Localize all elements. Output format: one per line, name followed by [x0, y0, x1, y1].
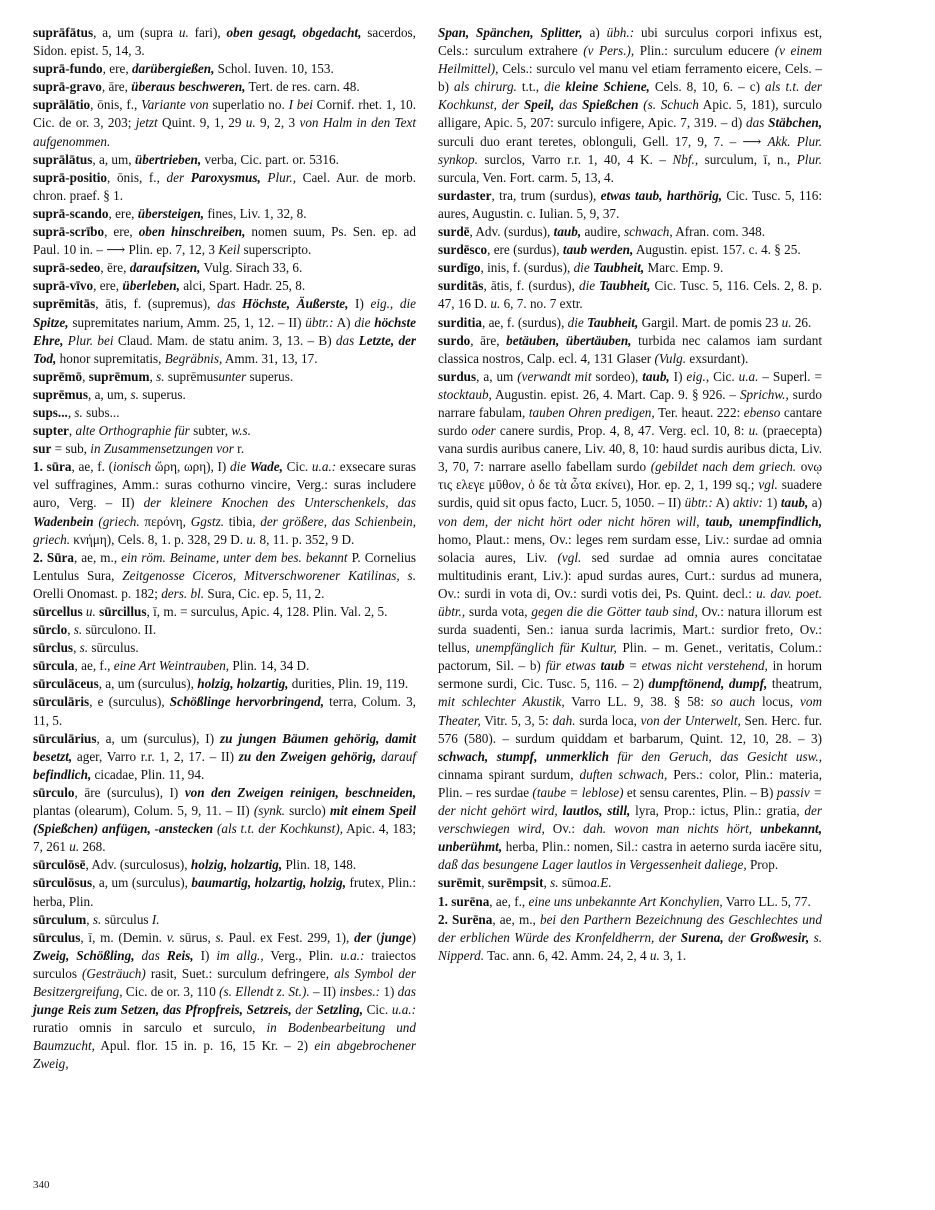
dictionary-entry: suprā-fundo, ere, darübergießen, Schol. Iuven. 10, 153.	[33, 61, 334, 77]
dictionary-entry: suprēmitās, ātis, f. (supremus), das Höchste, Äußerste, I) eig., die Spitze, supremitates narium, Amm. 25, 1, 12. – II) übtr.: A) die höchste Ehre, Plur. bei Claud. Mam. de statu anim. 3, 13. – B) das Letzte, der Tod, honor supremitatis, Begräbnis, Amm. 31, 13, 17.	[33, 296, 417, 366]
dictionary-entry: sur = sub, in Zusammensetzungen vor r.	[33, 441, 245, 457]
dictionary-entry: suprā-positio, ōnis, f., der Paroxysmus, Plur., Cael. Aur. de morb. chron. praef. § 1.	[33, 169, 416, 203]
dictionary-entry: sūrcellus u. sūrcillus, ī, m. = surculus, Apic. 4, 128. Plin. Val. 2, 5.	[33, 604, 388, 619]
dictionary-entry: sūrclo, s. sūrculono. II.	[33, 622, 157, 638]
dictionary-entry: sups..., s. subs...	[33, 404, 120, 420]
dictionary-entry: surdē, Adv. (surdus), taub, audire, schwach, Afran. com. 348.	[438, 224, 765, 240]
page-number: 340	[33, 1179, 50, 1191]
dictionary-entry: surditās, ātis, f. (surdus), die Taubheit, Cic. Tusc. 5, 116. Cels. 2, 8. p. 47, 16 D. u. 6, 7. no. 7 extr.	[438, 278, 822, 312]
dictionary-entry: suprā-scrībo, ere, oben hinschreiben, nomen suum, Ps. Sen. ep. ad Paul. 10 in. – ⟶ Plin. ep. 7, 12, 3 Keil superscripto.	[33, 224, 416, 258]
dictionary-entry: suprā-gravo, āre, überaus beschweren, Tert. de res. carn. 48.	[33, 79, 360, 95]
dictionary-entry: surdaster, tra, trum (surdus), etwas taub, harthörig, Cic. Tusc. 5, 116: aures, Augustin. c. Iulian. 5, 9, 37.	[438, 187, 822, 221]
dictionary-entry: 2. Sūra, ae, m., ein röm. Beiname, unter dem bes. bekannt P. Cornelius Lentulus Sura, Zeitgenosse Ciceros, Mitverschworener Katilinas, s. Orelli Onomast. p. 182; ders. bl. Sura, Cic. ep. 5, 11, 2.	[33, 549, 417, 601]
dictionary-entry: suprēmō, suprēmum, s. suprēmusunter superus.	[33, 368, 294, 384]
right-column	[438, 24, 822, 965]
dictionary-entry: suprā-scando, ere, übersteigen, fines, Liv. 1, 32, 8.	[33, 205, 307, 221]
left-column	[33, 24, 416, 1073]
dictionary-entry: 1. sūra, ae, f. (ionisch ὤρη, ωρη), I) die Wade, Cic. u.a.: exsecare suras vel suffragines, Amm.: suras cothurno vincire, Verg.: suras includere auro, Verg. – II) der kleinere Knochen des Unterschenkels, das Wadenbein (griech. περόνη, Ggstz. tibia, der größere, das Schienbein, griech. κνήμη), Cels. 8, 1. p. 328, 29 D. u. 8, 11. p. 352, 9 D.	[33, 459, 416, 547]
dictionary-entry: suprā-vīvo, ere, überleben, alci, Spart. Hadr. 25, 8.	[33, 278, 306, 294]
dictionary-entry: sūrcula, ae, f., eine Art Weintrauben, Plin. 14, 34 D.	[33, 658, 310, 674]
dictionary-entry: sūrculārius, a, um (surculus), I) zu jungen Bäumen gehörig, damit besetzt, ager, Varro r.r. 1, 2, 17. – II) zu den Zweigen gehörig, darauf befindlich, cicadae, Plin. 11, 94.	[33, 730, 416, 782]
dictionary-entry: sūrculāris, e (surculus), Schößlinge hervorbringend, terra, Colum. 3, 11, 5.	[33, 694, 416, 728]
dictionary-entry: sūrculōsus, a, um (surculus), baumartig, holzartig, holzig, frutex, Plin.: herba, Plin.	[33, 875, 416, 909]
dictionary-entry: surdus, a, um (verwandt mit sordeo), taub, I) eig., Cic. u.a. – Superl. = stocktaub, Augustin. epist. 26, 4. Mart. Cap. 9. § 926. – Sprichw., surdo narrare fabulam, tauben Ohren predigen, Ter. heaut. 222: ebenso cantare surdo oder canere surdis, Prop. 4, 8, 47. Verg. ecl. 10, 8: u. (praecepta) vana surdis auribus canere, Liv. 40, 8, 10: haud surdis auribus dicta, Liv. 3, 70, 7: narrare asello fabellam surdo (gebildet nach dem griech. ονῳ τις ελεγε μῦθον, ὁ δε τὰ ὦτα εκίνει), Hor. ep. 2, 1, 199 sq.; vgl. suadere surdis, quid sit opus facto, Lucr. 5, 1050. – II) übtr.: A) aktiv: 1) taub, a) von dem, der nicht hört oder nicht hören will, taub, unempfindlich, homo, Plaut.: mens, Ov.: leges rem surdam esse, Liv.: surdae ad omnia solacia aures, Liv. (vgl. sed surdae ad omnia aures concitatae multitudinis erant, Liv.): apud surdas aures, Curt.: surdus ad munera, Ov.: surdi in vota di, Ov.: surdi votis dei, Ps. Quint. decl.: u. dav. poet. übtr., surda vota, gegen die die Götter taub sind, Ov.: natura illorum est surda suadenti, Sen.: ianua surda lacrimis, Mart.: surdior freto, Ov.: tellus, unempfänglich für Kultur, Plin. – m. Genet., veritatis, Colum.: pactorum, Sil. – b) für etwas taub = etwas nicht verstehend, in horum sermone surdi, Cic. Tusc. 5, 116. – 2) dumpftönend, dumpf, theatrum, mit schlechter Akustik, Varro LL. 9, 38. § 58: so auch locus, vom Theater, Vitr. 5, 3, 5: dah. surda loca, von der Unterwelt, Sen. Herc. fur. 576 (580). – surdum quiddam et barbarum, Quint. 12, 10, 28. – 3) schwach, stumpf, unmerklich für den Geruch, das Gesicht usw., cinnama spirant surdum, duften schwach, Pers.: color, Plin.: materia, Plin. – res surdae (taube = leblose) et sensu carentes, Plin. – B) passiv = der nicht gehört wird, lautlos, still, lyra, Prop.: ictus, Plin.: gratia, der verschwiegen wird, Ov.: dah. wovon man nichts hört, unbekannt, unberühmt, herba, Plin.: nomen, Sil.: castra in aeterno surda iacēre situ, daß das besungene Lager lautlos in Vergessenheit daliege, Prop.	[438, 368, 823, 873]
dictionary-entry: suprālātio, ōnis, f., Variante von superlatio no. I bei Cornif. rhet. 1, 10. Cic. de or. 3, 203; jetzt Quint. 9, 1, 29 u. 9, 2, 3 von Halm in den Text aufgenommen.	[33, 97, 417, 149]
dictionary-entry: suprāfātus, a, um (supra u. fari), oben gesagt, obgedacht, sacerdos, Sidon. epist. 5, 14, 3.	[33, 25, 416, 59]
dictionary-entry: Span, Spänchen, Splitter, a) übh.: ubi surculus corpori infixus est, Cels.: surculum extrahere (v Pers.), Plin.: surculum educere (v einem Heilmittel), Cels.: surculo vel manu vel etiam ferramento eicere, Cels. – b) als chirurg. t.t., die kleine Schiene, Cels. 8, 10, 6. – c) als t.t. der Kochkunst, der Speil, das Spießchen (s. Schuch Apic. 5, 181), surculo alligare, Apic. 5, 207: surculo infigere, Apic. 7, 319. – d) das Stäbchen, surculi duo erant teretes, oblonguli, Gell. 17, 9, 7. – ⟶ Akk. Plur. synkop. surclos, Varro r.r. 1, 40, 4 K. – Nbf., surculum, ī, n., Plur. surcula, Ven. Fort. carm. 5, 13, 4.	[438, 25, 823, 185]
dictionary-entry: surdīgo, inis, f. (surdus), die Taubheit, Marc. Emp. 9.	[438, 260, 724, 276]
dictionary-entry: sūrculum, s. sūrculus I.	[33, 911, 160, 927]
dictionary-entry: supter, alte Orthographie für subter, w.s.	[33, 423, 251, 439]
dictionary-entry: suprēmus, a, um, s. superus.	[33, 386, 186, 402]
dictionary-entry: surdēsco, ere (surdus), taub werden, Augustin. epist. 157. c. 4. § 25.	[438, 242, 801, 258]
dictionary-entry: sūrculus, ī, m. (Demin. v. sūrus, s. Paul. ex Fest. 299, 1), der (junge) Zweig, Schößling, das Reis, I) im allg., Verg., Plin. u.a.: traiectos surculos (Gesträuch) rasit, Suet.: surculum defringere, als Symbol der Besitzergreifung, Cic. de or. 3, 110 (s. Ellendt z. St.). – II) insbes.: 1) das junge Reis zum Setzen, das Pfropfreis, Setzreis, der Setzling, Cic. u.a.: ruratio omnis in sarculo et surculo, in Bodenbearbeitung und Baumzucht, Apul. flor. 15 in. p. 16, 15 Kr. – 2) ein abgebrochener Zweig,	[33, 929, 417, 1072]
dictionary-entry: sūrclus, s. sūrculus.	[33, 640, 139, 656]
dictionary-entry: sūrculo, āre (surculus), I) von den Zweigen reinigen, beschneiden, plantas (olearum), Colum. 5, 9, 11. – II) (synk. surclo) mit einem Speil (Spießchen) anfügen, -anstecken (als t.t. der Kochkunst), Apic. 4, 183; 7, 261 u. 268.	[33, 784, 417, 855]
dictionary-entry: 1. surēna, ae, f., eine uns unbekannte Art Konchylien, Varro LL. 5, 77.	[438, 893, 811, 909]
dictionary-entry: sūrculōsē, Adv. (surculosus), holzig, holzartig, Plin. 18, 148.	[33, 857, 357, 873]
dictionary-entry: surdo, āre, betäuben, übertäuben, turbida nec calamos iam surdant classica nostros, Calp. ecl. 4, 131 Glaser (Vulg. exsurdant).	[438, 332, 822, 366]
dictionary-entry: surēmit, surēmpsit, s. sūmoa.E.	[438, 875, 612, 891]
dictionary-entry: suprālātus, a, um, übertrieben, verba, Cic. part. or. 5316.	[33, 151, 339, 167]
dictionary-entry: suprā-sedeo, ēre, daraufsitzen, Vulg. Sirach 33, 6.	[33, 260, 303, 276]
dictionary-entry: 2. Surēna, ae, m., bei den Parthern Bezeichnung des Geschlechtes und der erblichen Würde des Kronfeldherrn, der Surena, der Großwesir, s. Nipperd. Tac. ann. 6, 42. Amm. 24, 2, 4 u. 3, 1.	[438, 911, 823, 963]
dictionary-entry: surditia, ae, f. (surdus), die Taubheit, Gargil. Mart. de pomis 23 u. 26.	[438, 314, 812, 330]
dictionary-entry: sūrculāceus, a, um (surculus), holzig, holzartig, durities, Plin. 19, 119.	[33, 676, 409, 692]
